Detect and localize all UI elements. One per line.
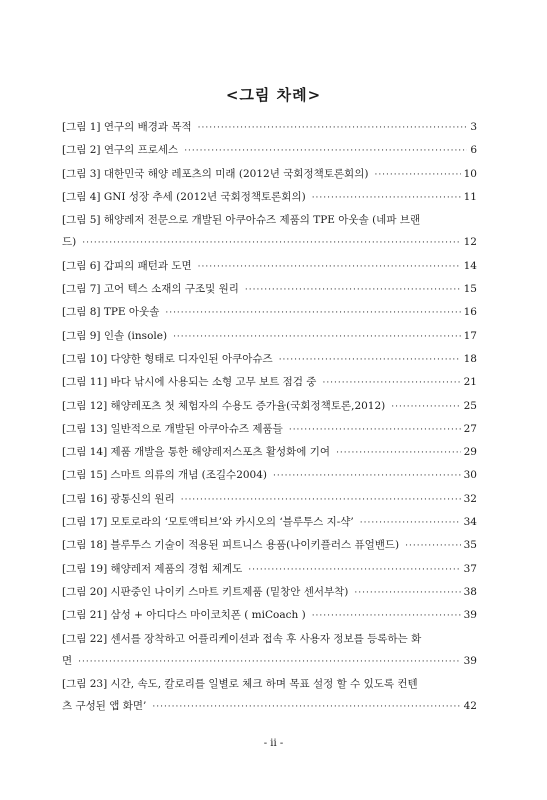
dot-leader (152, 696, 460, 718)
toc-entry[interactable] (62, 186, 477, 209)
toc-entry-label: [그림 22] 센서를 장착하고 어플리케이션과 접속 후 사용자 정보를 등록하는 화 (62, 632, 422, 645)
toc-page-number: 15 (463, 283, 477, 296)
toc-entry[interactable] (62, 255, 477, 278)
toc-entry[interactable] (62, 301, 477, 324)
figure-list (62, 116, 477, 719)
dot-leader (322, 372, 460, 394)
dot-leader (354, 582, 460, 604)
toc-entry-label: [그림 19] 해양레저 제품의 경험 체계도 (62, 562, 243, 575)
toc-page-number: 6 (470, 144, 477, 157)
dot-leader (405, 535, 461, 557)
dot-leader (336, 442, 461, 464)
toc-entry[interactable] (62, 418, 477, 441)
toc-entry[interactable] (62, 534, 477, 557)
toc-page-number: 10 (463, 167, 477, 180)
dot-leader (82, 232, 460, 254)
toc-entry-label: [그림 23] 시간, 속도, 칼로리를 일별로 체크 하며 목표 설정 할 수 있도록 컨텐 (62, 678, 418, 691)
toc-page-number: 32 (463, 492, 477, 505)
toc-entry[interactable] (62, 464, 477, 487)
toc-entry-label: [그림 21] 삼성 + 아디다스 마이코치폰 ( miCoach ) (62, 609, 306, 622)
toc-entry-label: [그림 16] 광통신의 원리 (62, 492, 175, 505)
toc-page-number: 12 (463, 236, 477, 249)
toc-page-number: 17 (463, 329, 477, 342)
toc-page-number: 42 (463, 700, 477, 713)
dot-leader (391, 396, 460, 418)
toc-entry[interactable] (62, 163, 477, 186)
page-title: <그림 차례> (225, 86, 322, 104)
dot-leader (184, 140, 467, 162)
dot-leader (173, 326, 461, 348)
dot-leader (248, 559, 460, 581)
dot-leader (360, 512, 461, 534)
toc-entry[interactable] (62, 604, 477, 627)
dot-leader (198, 256, 461, 278)
dot-leader (78, 651, 460, 673)
toc-page-number: 11 (463, 190, 477, 203)
toc-page-number: 38 (463, 585, 477, 598)
toc-entry-label: [그림 2] 연구의 프로세스 (62, 144, 179, 157)
toc-entry-label: [그림 14] 제품 개발을 통한 해양레저스포츠 활성화에 기여 (62, 446, 331, 459)
toc-entry-label: [그림 15] 스마트 의류의 개념 (조길수2004) (62, 469, 268, 482)
toc-entry[interactable] (62, 558, 477, 581)
dot-leader (198, 117, 468, 139)
toc-entry[interactable] (62, 581, 477, 604)
toc-page-number: 34 (463, 516, 477, 529)
toc-page-number: 27 (463, 422, 477, 435)
dot-leader (273, 465, 461, 487)
dot-leader (245, 279, 461, 301)
toc-page-number: 16 (463, 306, 477, 319)
toc-entry-label: 면 (62, 654, 73, 667)
page-number-footer: - ii - (263, 738, 284, 749)
toc-entry[interactable] (62, 371, 477, 394)
toc-entry-label: [그림 9] 인솔 (insole) (62, 329, 168, 342)
dot-leader (312, 605, 461, 627)
toc-entry[interactable] (62, 278, 477, 301)
toc-entry-label: [그림 5] 해양레저 전문으로 개발된 아쿠아슈즈 제품의 TPE 아웃솔 (네파 브랜 (62, 214, 421, 227)
toc-page-number: 29 (463, 446, 477, 459)
toc-entry-label: [그림 12] 해양레포츠 첫 체험자의 수용도 증가율(국회정책토론,2012) (62, 399, 386, 412)
toc-entry-label: [그림 10] 다양한 형태로 디자인된 아쿠아슈즈 (62, 352, 273, 365)
toc-entry-label: [그림 8] TPE 아웃솔 (62, 306, 160, 319)
toc-entry-label: [그림 13] 일반적으로 개발된 아쿠아슈즈 제품들 (62, 422, 283, 435)
toc-entry-label: [그림 7] 고어 텍스 소재의 구조및 원리 (62, 283, 239, 296)
toc-entry[interactable] (62, 441, 477, 464)
toc-page-number: 3 (470, 121, 477, 133)
toc-entry[interactable] (62, 395, 477, 418)
toc-entry-label: [그림 17] 모토로라의 ‘모토액티브’와 카시오의 ‘블루투스 지-샥’ (62, 516, 354, 529)
toc-page-number: 30 (463, 469, 477, 482)
dot-leader (374, 164, 460, 186)
toc-page-number: 18 (463, 352, 477, 365)
dot-leader (181, 489, 461, 511)
toc-entry[interactable] (62, 511, 477, 534)
toc-entry[interactable] (62, 348, 477, 371)
toc-page-number: 35 (463, 539, 477, 552)
toc-entry-label: [그림 1] 연구의 배경과 목적 (62, 121, 192, 133)
dot-leader (279, 349, 461, 371)
toc-entry-label: [그림 3] 대한민국 해양 레포츠의 미래 (2012년 국회정책토론회의) (62, 167, 369, 180)
toc-entry[interactable] (62, 488, 477, 511)
toc-entry-label: 츠 구성된 앱 화면’ (62, 700, 147, 713)
toc-entry-label: [그림 18] 블루투스 기술이 적용된 피트니스 용품(나이키플러스 퓨얼밴드) (62, 539, 400, 552)
toc-entry[interactable] (62, 325, 477, 348)
toc-page-number: 39 (463, 609, 477, 622)
toc-entry[interactable] (62, 116, 477, 139)
toc-page-number: 14 (463, 259, 477, 272)
toc-entry-label: [그림 4] GNI 성장 추세 (2012년 국회정책토론회의) (62, 190, 306, 203)
toc-page-number: 37 (463, 562, 477, 575)
dot-leader (165, 302, 460, 324)
dot-leader (289, 419, 461, 441)
toc-page-number: 39 (463, 654, 477, 667)
toc-entry[interactable] (62, 628, 477, 674)
toc-entry[interactable] (62, 673, 477, 719)
toc-page-number: 25 (463, 399, 477, 412)
toc-entry-label: [그림 6] 갑피의 패턴과 도면 (62, 259, 192, 272)
toc-entry-label: 드) (62, 236, 77, 249)
toc-page-number: 21 (463, 376, 477, 389)
dot-leader (312, 187, 461, 209)
toc-entry-label: [그림 11] 바다 낚시에 사용되는 소형 고무 보트 점검 중 (62, 376, 317, 389)
toc-entry-label: [그림 20] 시판중인 나이키 스마트 키트제품 (밑창안 센서부착) (62, 585, 349, 598)
toc-entry[interactable] (62, 209, 477, 255)
toc-entry[interactable] (62, 139, 477, 162)
